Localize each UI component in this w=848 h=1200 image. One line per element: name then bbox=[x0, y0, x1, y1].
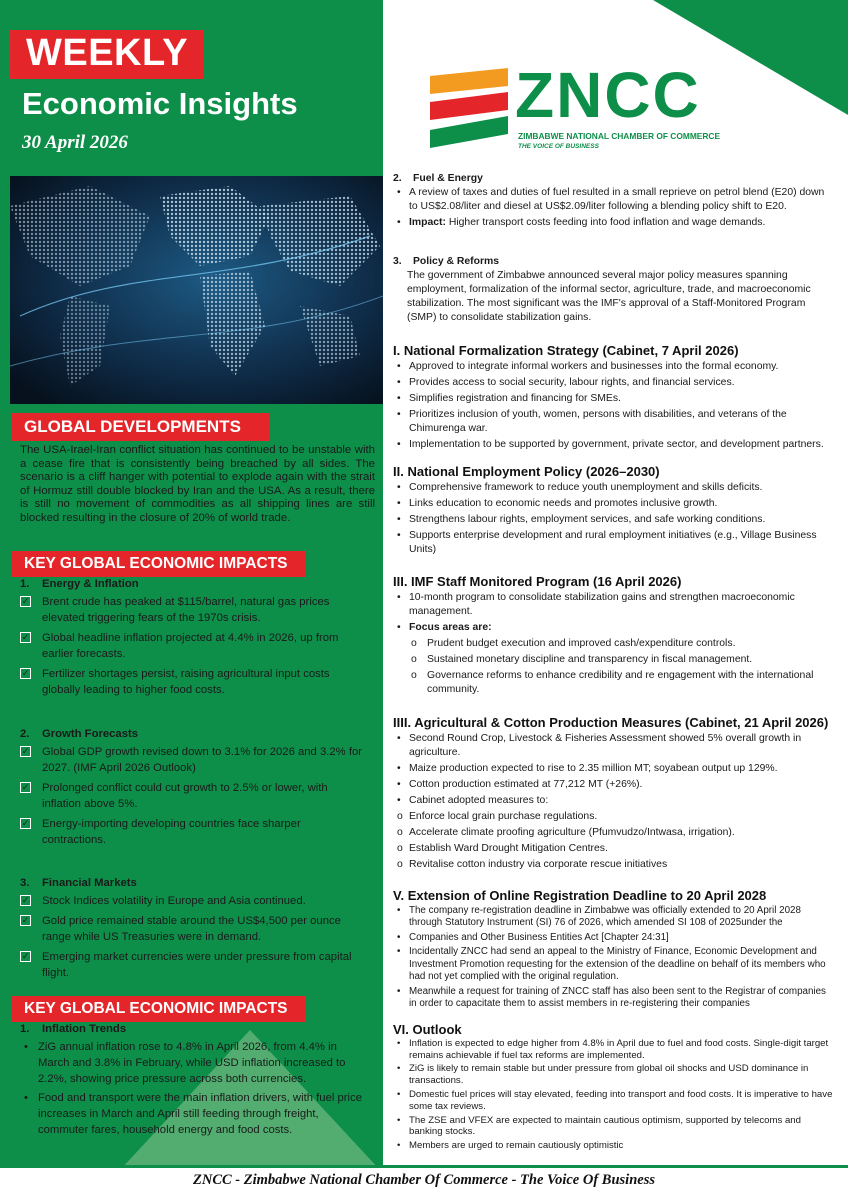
list-item: • Domestic fuel prices will stay elevated, feeding into transport and food costs. It is imperative to have some tax reviews. bbox=[397, 1088, 833, 1112]
list-item: • Supports enterprise development and rural employment initiatives (e.g., Village Business Units) bbox=[397, 530, 817, 555]
bullet-icon: • bbox=[397, 482, 401, 493]
bullet-icon: • bbox=[397, 514, 401, 525]
list-item: ✓ Stock Indices volatility in Europe and Asia continued. bbox=[21, 895, 306, 907]
financial-markets-section: 3. Financial Markets ✓ Stock Indices volatility in Europe and Asia continued. ✓ Gold price remained stable around the US$4,500 per ounce range while US Treasuries were in demand. ✓ Emerging market currencies were under pressure from capital flight. bbox=[20, 875, 365, 985]
imf-section bbox=[393, 575, 833, 699]
bullet-icon: • bbox=[397, 931, 401, 943]
bullet-icon: • bbox=[397, 946, 401, 957]
circle-bullet-icon: o bbox=[397, 827, 403, 838]
circle-bullet-icon: o bbox=[397, 811, 403, 822]
bullet-icon: • bbox=[397, 393, 401, 404]
list-item: • Cabinet adopted measures to: bbox=[397, 795, 549, 806]
list-item: • Second Round Crop, Livestock & Fisheries Assessment showed 5% overall growth in agriculture. bbox=[397, 733, 802, 758]
list-item: o Prudent budget execution and improved cash/expenditure controls. bbox=[411, 638, 736, 649]
bullet-icon: • bbox=[397, 409, 401, 420]
list-item: • Food and transport were the main inflation drivers, with fuel price increases in March and April still feeding through freight, commuter fares, household energy and food costs. bbox=[24, 1092, 363, 1136]
checkbox-icon: ✓ bbox=[21, 915, 30, 925]
list-item: o Establish Ward Drought Mitigation Centres. bbox=[397, 843, 608, 854]
list-item: • The company re-registration deadline in Zimbabwe was officially extended to 20 April 2028 through Statutory Instrument (SI) 76 of 2026, which amended SI 108 of 2025under the bbox=[397, 904, 801, 928]
section-title: Energy & Inflation bbox=[42, 578, 139, 590]
world-map-illustration bbox=[10, 176, 383, 404]
checkbox-icon: ✓ bbox=[21, 746, 30, 756]
list-item: • Prioritizes inclusion of youth, women, persons with disabilities, and veterans of the Chimurenga war. bbox=[397, 409, 787, 434]
footer-divider bbox=[0, 1165, 848, 1168]
list-item: ✓ Prolonged conflict could cut growth to 2.5% or lower, with inflation above 5%. bbox=[21, 782, 328, 810]
list-item: • Cotton production estimated at 77,212 MT (+26%). bbox=[397, 779, 643, 790]
circle-bullet-icon: o bbox=[411, 670, 417, 681]
checkbox-icon: ✓ bbox=[21, 951, 30, 961]
list-item: ✓ Energy-importing developing countries face sharper contractions. bbox=[21, 818, 301, 846]
list-item: o Enforce local grain purchase regulations. bbox=[397, 811, 598, 822]
list-item: ✓ Global GDP growth revised down to 3.1% for 2026 and 3.2% for 2027. (IMF April 2026 Outlook) bbox=[21, 746, 363, 774]
energy-inflation-section: 1. Energy & Inflation ✓ Brent crude has peaked at $115/barrel, natural gas prices elevated triggering fears of the 1970s crisis. ✓ Global headline inflation projected at 4.4% in 2026, up from earlier forecasts. ✓ Fertilizer shortages persist, raising agricultural input costs globally leading to higher food costs. bbox=[20, 576, 365, 702]
list-item: • Focus areas are: bbox=[397, 622, 492, 633]
section-title: Fuel & Energy bbox=[413, 173, 483, 184]
logo-name: ZNCC bbox=[515, 59, 701, 131]
section-heading: I. National Formalization Strategy (Cabinet, 7 April 2026) bbox=[393, 343, 739, 358]
section-heading: IIII. Agricultural & Cotton Production Measures (Cabinet, 21 April 2026) bbox=[393, 715, 829, 730]
bullet-icon: • bbox=[397, 1088, 401, 1100]
list-item: • Maize production expected to rise to 2.35 million MT; soyabean output up 129%. bbox=[397, 763, 778, 774]
fuel-energy-section: 2. Fuel & Energy • A review of taxes and duties of fuel resulted in a small reprieve on petrol blend (E20) down to US$2.08/liter and diesel at US$2.09/liter following a blending policy shift to E20. • Impact: Higher transport costs feeding into food inflation and wage demands. bbox=[393, 172, 833, 232]
checkbox-icon: ✓ bbox=[21, 782, 30, 792]
checkbox-icon: ✓ bbox=[21, 818, 30, 828]
weekly-badge: WEEKLY bbox=[10, 30, 204, 79]
employment-section bbox=[393, 465, 833, 559]
global-developments-heading: GLOBAL DEVELOPMENTS bbox=[12, 413, 270, 441]
page-title: Economic Insights bbox=[22, 86, 298, 121]
section-title: Inflation Trends bbox=[42, 1023, 127, 1035]
world-map-image bbox=[10, 176, 383, 404]
list-item: ✓ Brent crude has peaked at $115/barrel, natural gas prices elevated triggering fears of the 1970s crisis. bbox=[21, 596, 330, 624]
bullet-icon: • bbox=[397, 592, 401, 603]
list-item: • Members are urged to remain cautiously optimistic bbox=[397, 1140, 624, 1152]
key-impacts-heading: KEY GLOBAL ECONOMIC IMPACTS bbox=[12, 551, 306, 577]
issue-date: 30 April 2026 bbox=[22, 132, 128, 153]
list-item: • Strengthens labour rights, employment services, and safe working conditions. bbox=[397, 514, 766, 525]
bullet-icon: • bbox=[397, 1037, 401, 1049]
list-item: • Links education to economic needs and promotes inclusive growth. bbox=[397, 498, 718, 509]
key-impacts-heading-2: KEY GLOBAL ECONOMIC IMPACTS bbox=[12, 996, 306, 1022]
bullet-icon: • bbox=[397, 439, 401, 450]
section-heading: III. IMF Staff Monitored Program (16 April 2026) bbox=[393, 574, 682, 589]
logo-full-name: ZIMBABWE NATIONAL CHAMBER OF COMMERCE bbox=[518, 131, 721, 141]
policy-text: The government of Zimbabwe announced several major policy measures spanning employment, formalization of the informal sector, agriculture, trade, and macroeconomic stabilization. The most significant was the IMF's approval of a Staff-Monitored Program (SMP) to consolidate stabilization gains. bbox=[407, 270, 811, 323]
list-item: ✓ Fertilizer shortages persist, raising agricultural input costs globally leading to higher food costs. bbox=[21, 668, 330, 696]
list-item: o Accelerate climate proofing agriculture (Pfumvudzo/Intwasa, irrigation). bbox=[397, 827, 735, 838]
list-item: • Comprehensive framework to reduce youth unemployment and skills deficits. bbox=[397, 482, 763, 493]
list-item: • Simplifies registration and financing for SMEs. bbox=[397, 393, 621, 404]
bullet-icon: • bbox=[397, 985, 401, 997]
bullet-icon: • bbox=[397, 217, 401, 228]
inflation-trends-section: 1. Inflation Trends • ZiG annual inflation rose to 4.8% in April 2026, from 4.4% in March and 3.8% in February, while USD inflation increased to 2.2%, showing price pressure across both currencies. • Food and transport were the main inflation drivers, with fuel price increases in March and April still feeding through freight, commuter fares, household energy and food costs. bbox=[20, 1021, 365, 1141]
policy-reforms-section: 3. Policy & Reforms The government of Zimbabwe announced several major policy measures spanning employment, formalization of the informal sector, agriculture, trade, and macroeconomic stabilization. The most significant was the IMF's approval of a Staff-Monitored Program (SMP) to consolidate stabilization gains. bbox=[393, 255, 833, 325]
circle-bullet-icon: o bbox=[397, 859, 403, 870]
list-item: • Inflation is expected to edge higher from 4.8% in April due to fuel and food costs. Single-digit target remains achievable if fuel tax reforms are implemented. bbox=[397, 1037, 829, 1061]
footer-text: ZNCC - Zimbabwe National Chamber Of Commerce - The Voice Of Business bbox=[193, 1172, 655, 1188]
bullet-icon: • bbox=[24, 1041, 28, 1053]
list-item: • A review of taxes and duties of fuel resulted in a small reprieve on petrol blend (E20) down to US$2.08/liter and diesel at US$2.09/liter following a blending policy shift to E20. bbox=[397, 187, 825, 212]
list-item: ✓ Emerging market currencies were under pressure from capital flight. bbox=[21, 951, 352, 979]
list-item: • Meanwhile a request for training of ZNCC staff has also been sent to the Registrar of companies in order to capacitate them to assist members in re-registering their companies bbox=[397, 985, 826, 1009]
bullet-icon: • bbox=[397, 361, 401, 372]
list-item: ✓ Global headline inflation projected at 4.4% in 2026, up from earlier forecasts. bbox=[21, 632, 339, 660]
checkbox-icon: ✓ bbox=[21, 632, 30, 642]
bullet-icon: • bbox=[397, 779, 401, 790]
list-item: • Approved to integrate informal workers and businesses into the formal economy. bbox=[397, 361, 779, 372]
section-title: Growth Forecasts bbox=[42, 728, 139, 740]
outlook-section bbox=[393, 1024, 833, 1154]
list-item: • The ZSE and VFEX are expected to maintain cautious optimism, supported by telecoms and banking stocks. bbox=[397, 1114, 801, 1138]
bullet-icon: • bbox=[397, 622, 401, 633]
agriculture-section bbox=[393, 716, 833, 874]
bullet-icon: • bbox=[397, 904, 401, 916]
section-heading: V. Extension of Online Registration Deadline to 20 April 2028 bbox=[393, 888, 767, 903]
bullet-icon: • bbox=[397, 498, 401, 509]
bullet-icon: • bbox=[24, 1092, 28, 1104]
section-heading: II. National Employment Policy (2026–2030) bbox=[393, 464, 660, 479]
bullet-icon: • bbox=[397, 377, 401, 388]
list-item: • ZiG is likely to remain stable but under pressure from global oil shocks and USD dominance in transactions. bbox=[397, 1063, 809, 1087]
bullet-icon: • bbox=[397, 187, 401, 198]
section-title: Policy & Reforms bbox=[413, 256, 500, 267]
bullet-icon: • bbox=[397, 1063, 401, 1075]
growth-forecasts-section: 2. Growth Forecasts ✓ Global GDP growth revised down to 3.1% for 2026 and 3.2% for 2027. (IMF April 2026 Outlook) ✓ Prolonged conflict could cut growth to 2.5% or lower, with inflation above 5%. ✓ Energy-importing developing countries face sharper contractions. bbox=[20, 726, 365, 852]
list-item: • Companies and Other Business Entities Act [Chapter 24:31] bbox=[397, 931, 669, 943]
logo-tagline: THE VOICE OF BUSINESS bbox=[518, 143, 599, 150]
checkbox-icon: ✓ bbox=[21, 895, 30, 905]
registration-section bbox=[393, 890, 833, 1013]
list-item: • Implementation to be supported by government, private sector, and development partners. bbox=[397, 439, 824, 450]
checkbox-icon: ✓ bbox=[21, 596, 30, 606]
bullet-icon: • bbox=[397, 1114, 401, 1126]
list-item: • Impact: Higher transport costs feeding into food inflation and wage demands. bbox=[397, 217, 766, 228]
list-item: • ZiG annual inflation rose to 4.8% in April 2026, from 4.4% in March and 3.8% in February, while USD inflation increased to 2.2%, showing price pressure across both currencies. bbox=[24, 1041, 346, 1085]
bullet-icon: • bbox=[397, 733, 401, 744]
circle-bullet-icon: o bbox=[411, 638, 417, 649]
checkbox-icon: ✓ bbox=[21, 668, 30, 678]
list-item: • Incidentally ZNCC had send an appeal to the Ministry of Finance, Economic Development and Investment Promotion requesting for the extension of the deadline on behalf of its members who had not yet complied with the original regulation. bbox=[397, 946, 826, 982]
circle-bullet-icon: o bbox=[397, 843, 403, 854]
list-item: • Provides access to social security, labour rights, and financial services. bbox=[397, 377, 735, 388]
formalization-section bbox=[393, 344, 833, 454]
list-item: o Governance reforms to enhance credibility and re engagement with the international community. bbox=[411, 670, 814, 695]
section-heading: VI. Outlook bbox=[393, 1022, 462, 1037]
bullet-icon: • bbox=[397, 1140, 401, 1152]
bullet-icon: • bbox=[397, 795, 401, 806]
list-item: • 10-month program to consolidate stabilization gains and strengthen macroeconomic management. bbox=[397, 592, 795, 617]
list-item: o Revitalise cotton industry via corporate rescue initiatives bbox=[397, 859, 668, 870]
list-item: ✓ Gold price remained stable around the US$4,500 per ounce range while US Treasuries were in demand. bbox=[21, 915, 341, 943]
global-developments-text: The USA-Irael-Iran conflict situation has continued to be unstable with a cease fire that is consistently being breached by all sides. The scenario is a cliff hanger with potential to explode again with the strait of Hormuz still double blocked by Iran and the USA. As a result, there is still no movement of commodities as all shipping lines are still blocked resulting in the closure of 20% of world trade. bbox=[20, 444, 375, 524]
section-title: Financial Markets bbox=[42, 877, 137, 889]
list-item: o Sustained monetary discipline and transparency in fiscal management. bbox=[411, 654, 753, 665]
page-footer bbox=[0, 1165, 848, 1200]
circle-bullet-icon: o bbox=[411, 654, 417, 665]
bullet-icon: • bbox=[397, 763, 401, 774]
bullet-icon: • bbox=[397, 530, 401, 541]
